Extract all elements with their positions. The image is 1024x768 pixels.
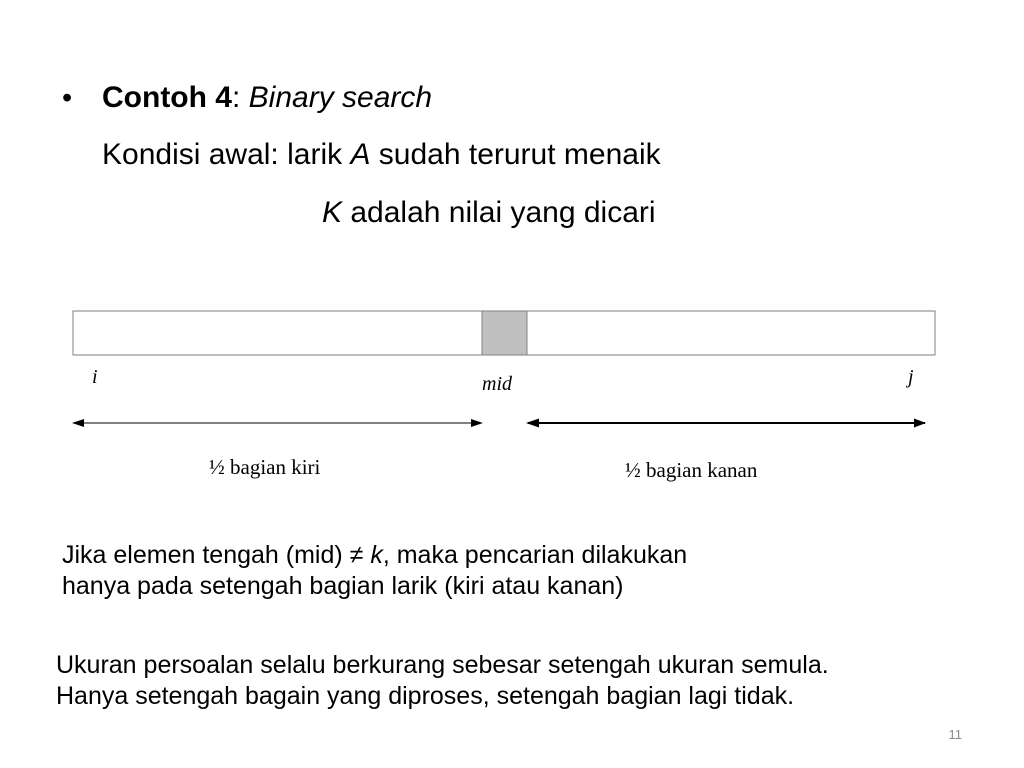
condition-prefix: Kondisi awal: larik <box>102 138 351 171</box>
condition-suffix: sudah terurut menaik <box>370 138 661 171</box>
left-half-label: ½ bagian kiri <box>209 455 321 479</box>
right-half-label: ½ bagian kanan <box>625 458 758 482</box>
conclusion-paragraph <box>56 650 829 712</box>
not-equal-symbol: ≠ <box>349 541 364 569</box>
search-key-description: adalah nilai yang dicari <box>342 196 656 229</box>
conclusion-line-1: Ukuran persoalan selalu berkurang sebesar setengah ukuran semula. <box>56 651 829 679</box>
slide-number: 11 <box>948 727 962 742</box>
search-key-variable: K <box>322 196 343 229</box>
conclusion-line-2: Hanya setengah bagain yang diproses, setengah bagian lagi tidak. <box>56 682 795 710</box>
title-topic: Binary search <box>248 81 433 114</box>
explanation-line-2: hanya pada setengah bagian larik (kiri atau kanan) <box>62 572 624 600</box>
explanation-suffix: , maka pencarian dilakukan <box>382 541 688 569</box>
left-arrow-right-head <box>471 419 483 427</box>
label-i: i <box>92 366 98 388</box>
key-variable: k <box>370 541 383 569</box>
explanation-prefix: Jika elemen tengah (mid) <box>62 541 350 569</box>
right-arrow-left-head <box>526 419 539 428</box>
label-j: j <box>908 366 914 388</box>
label-mid: mid <box>482 373 512 395</box>
explanation-paragraph <box>62 540 687 602</box>
title-separator: : <box>231 81 249 114</box>
mid-cell <box>482 311 527 355</box>
explanation-line-1 <box>62 540 687 571</box>
bullet-marker: • <box>62 82 73 114</box>
title-example-number: Contoh 4 <box>102 81 232 114</box>
array-variable: A <box>350 138 371 171</box>
